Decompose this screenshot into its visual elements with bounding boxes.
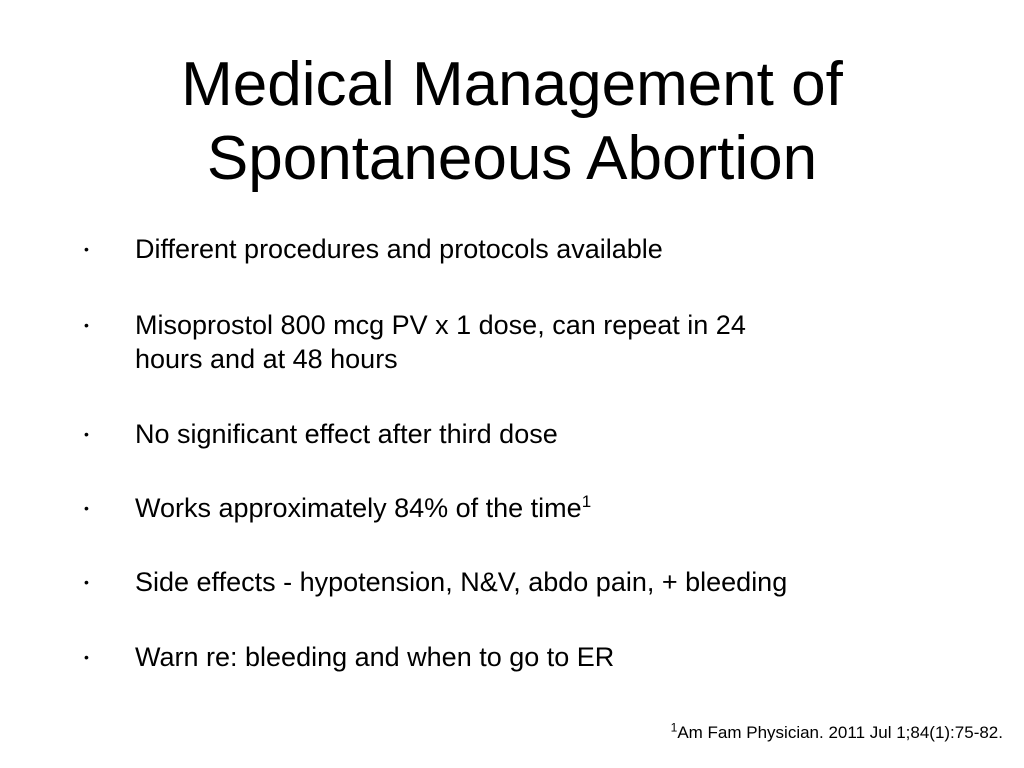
bullet-text-line-1: Misoprostol 800 mcg PV x 1 dose, can repeat in 24	[135, 310, 746, 340]
bullet-dot: •	[84, 426, 89, 442]
bullet-text-main: Works approximately 84% of the time	[135, 493, 582, 523]
footnote-marker: 1	[581, 492, 592, 511]
bullet-dot: •	[84, 241, 89, 257]
bullet-dot: •	[84, 500, 89, 516]
reference-marker: 1	[670, 720, 678, 735]
title-line-1: Medical Management of	[181, 50, 843, 119]
bullet-dot: •	[84, 574, 89, 590]
reference-text: Am Fam Physician. 2011 Jul 1;84(1):75-82.	[677, 723, 1003, 742]
bullet-text: No significant effect after third dose	[135, 419, 558, 449]
bullet-text: Different procedures and protocols available	[135, 234, 663, 264]
bullet-text: Side effects - hypotension, N&V, abdo pain, + bleeding	[135, 567, 788, 597]
bullet-text: Warn re: bleeding and when to go to ER	[135, 642, 615, 672]
slide-title	[60, 48, 964, 196]
bullet-dot: •	[84, 317, 89, 333]
bullet-dot: •	[84, 649, 89, 665]
bullet-text	[135, 491, 965, 525]
bullet-text	[135, 308, 965, 376]
bullet-text-line-2: hours and at 48 hours	[135, 344, 398, 374]
reference-citation	[560, 722, 1003, 744]
title-line-2: Spontaneous Abortion	[206, 124, 818, 193]
